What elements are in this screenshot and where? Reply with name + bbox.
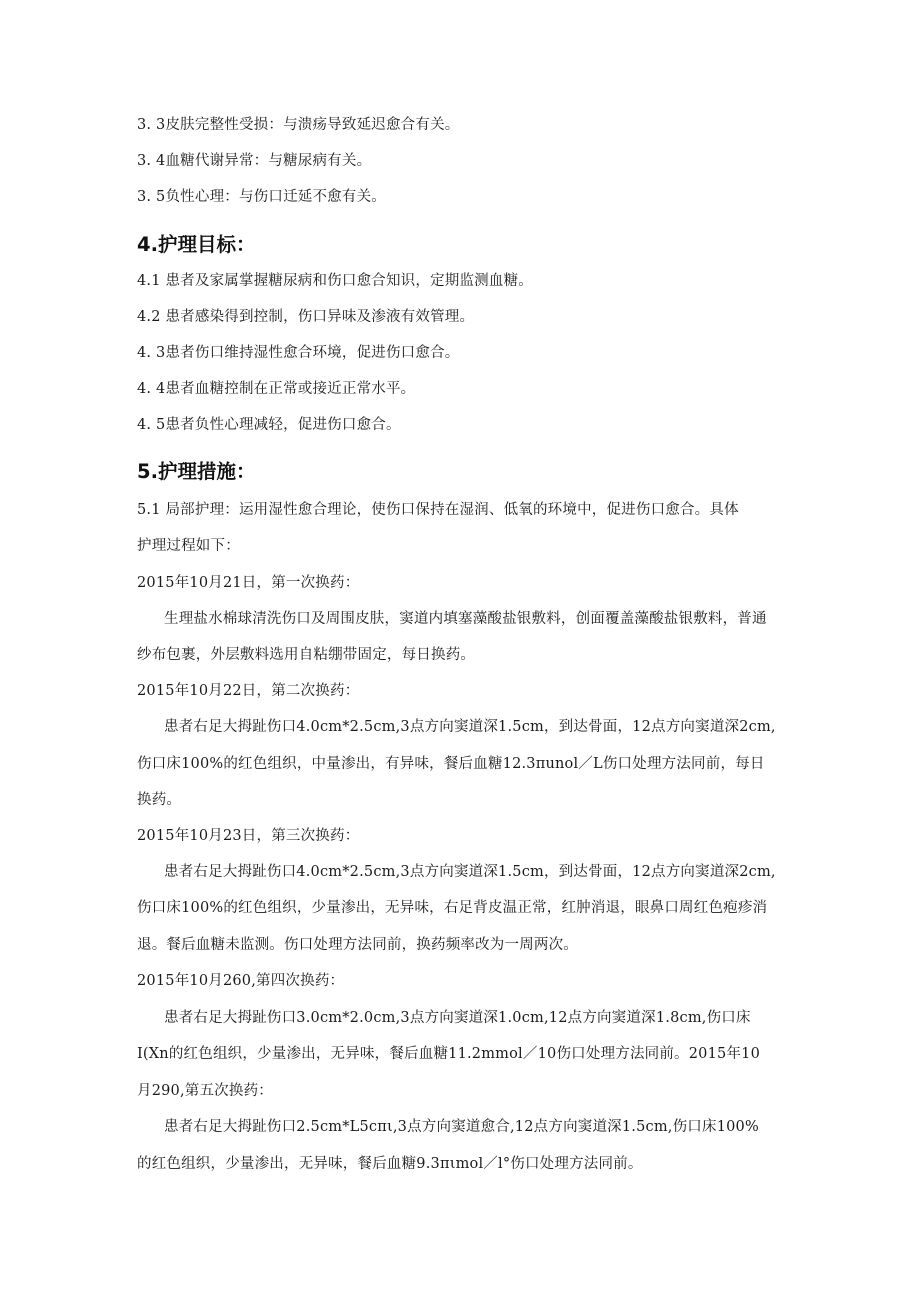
- dressing-4-line-3: 月290,第五次换药：: [137, 1083, 273, 1099]
- dressing-3-line-3: 退。餐后血糖未监测。伤口处理方法同前，换药频率改为一周两次。: [137, 937, 578, 953]
- dressing-5-line-2: 的红色组织，少量渗出，无异味，餐后血糖9.3πιmol／l°伤口处理方法同前。: [137, 1156, 643, 1172]
- dressing-5-line-1: 患者右足大拇趾伤口2.5cm*L5cπι,3点方向窦道愈合,12点方向窦道深1.5cm,伤口床100%: [164, 1119, 759, 1135]
- dressing-4-line-2: I(Xn的红色组织，少量渗出，无异味，餐后血糖11.2mmol／10伤口处理方法同前。2015年10: [137, 1046, 760, 1062]
- nursing-diagnosis-3-4: 3. 4血糖代谢异常：与糖尿病有关。: [137, 153, 372, 169]
- dressing-date-1: 2015年10月21日，第一次换药：: [137, 575, 360, 591]
- dressing-date-3: 2015年10月23日，第三次换药：: [137, 828, 360, 844]
- dressing-date-2: 2015年10月22日，第二次换药：: [137, 683, 360, 699]
- section-heading-nursing-measures: 5.护理措施：: [137, 460, 256, 483]
- dressing-3-line-2: 伤口床100%的红色组织，少量渗出，无异味，右足背皮温正常，红肿消退，眼鼻口周红色疱疹消: [137, 900, 768, 916]
- measure-5-1-line-2: 护理过程如下：: [137, 538, 240, 554]
- dressing-1-line-2: 纱布包裹，外层敷料选用自粘绷带固定，每日换药。: [137, 647, 476, 663]
- section-heading-nursing-goals: 4.护理目标：: [137, 233, 256, 256]
- nursing-diagnosis-3-5: 3. 5负性心理：与伤口迁延不愈有关。: [137, 189, 386, 205]
- dressing-1-line-1: 生理盐水棉球清洗伤口及周围皮肤，窦道内填塞藻酸盐银敷料，创面覆盖藻酸盐银敷料，普通: [164, 611, 767, 627]
- dressing-2-line-2: 伤口床100%的红色组织，中量渗出，有异味，餐后血糖12.3πunol／L伤口处理方法同前，每日: [137, 756, 765, 772]
- dressing-2-line-1: 患者右足大拇趾伤口4.0cm*2.5cm,3点方向窦道深1.5cm，到达骨面，12点方向窦道深2cm,: [164, 719, 776, 735]
- dressing-4-line-1: 患者右足大拇趾伤口3.0cm*2.0cm,3点方向窦道深1.0cm,12点方向窦道深1.8cm,伤口床: [164, 1010, 751, 1026]
- dressing-3-line-1: 患者右足大拇趾伤口4.0cm*2.5cm,3点方向窦道深1.5cm，到达骨面，12点方向窦道深2cm,: [164, 864, 776, 880]
- dressing-date-4: 2015年10月260,第四次换药：: [137, 973, 345, 989]
- goal-4-2: 4.2 患者感染得到控制，伤口异味及渗液有效管理。: [137, 309, 475, 325]
- nursing-diagnosis-3-3: 3. 3皮肤完整性受损：与溃疡导致延迟愈合有关。: [137, 117, 460, 133]
- dressing-2-line-3: 换药。: [137, 792, 182, 808]
- goal-4-4: 4. 4患者血糖控制在正常或接近正常水平。: [137, 381, 416, 397]
- goal-4-3: 4. 3患者伤口维持湿性愈合环境，促进伤口愈合。: [137, 345, 460, 361]
- goal-4-5: 4. 5患者负性心理减轻，促进伤口愈合。: [137, 417, 401, 433]
- goal-4-1: 4.1 患者及家属掌握糖尿病和伤口愈合知识，定期监测血糖。: [137, 273, 533, 289]
- measure-5-1-line-1: 5.1 局部护理：运用湿性愈合理论，使伤口保持在湿润、低氧的环境中，促进伤口愈合。具体: [137, 502, 739, 518]
